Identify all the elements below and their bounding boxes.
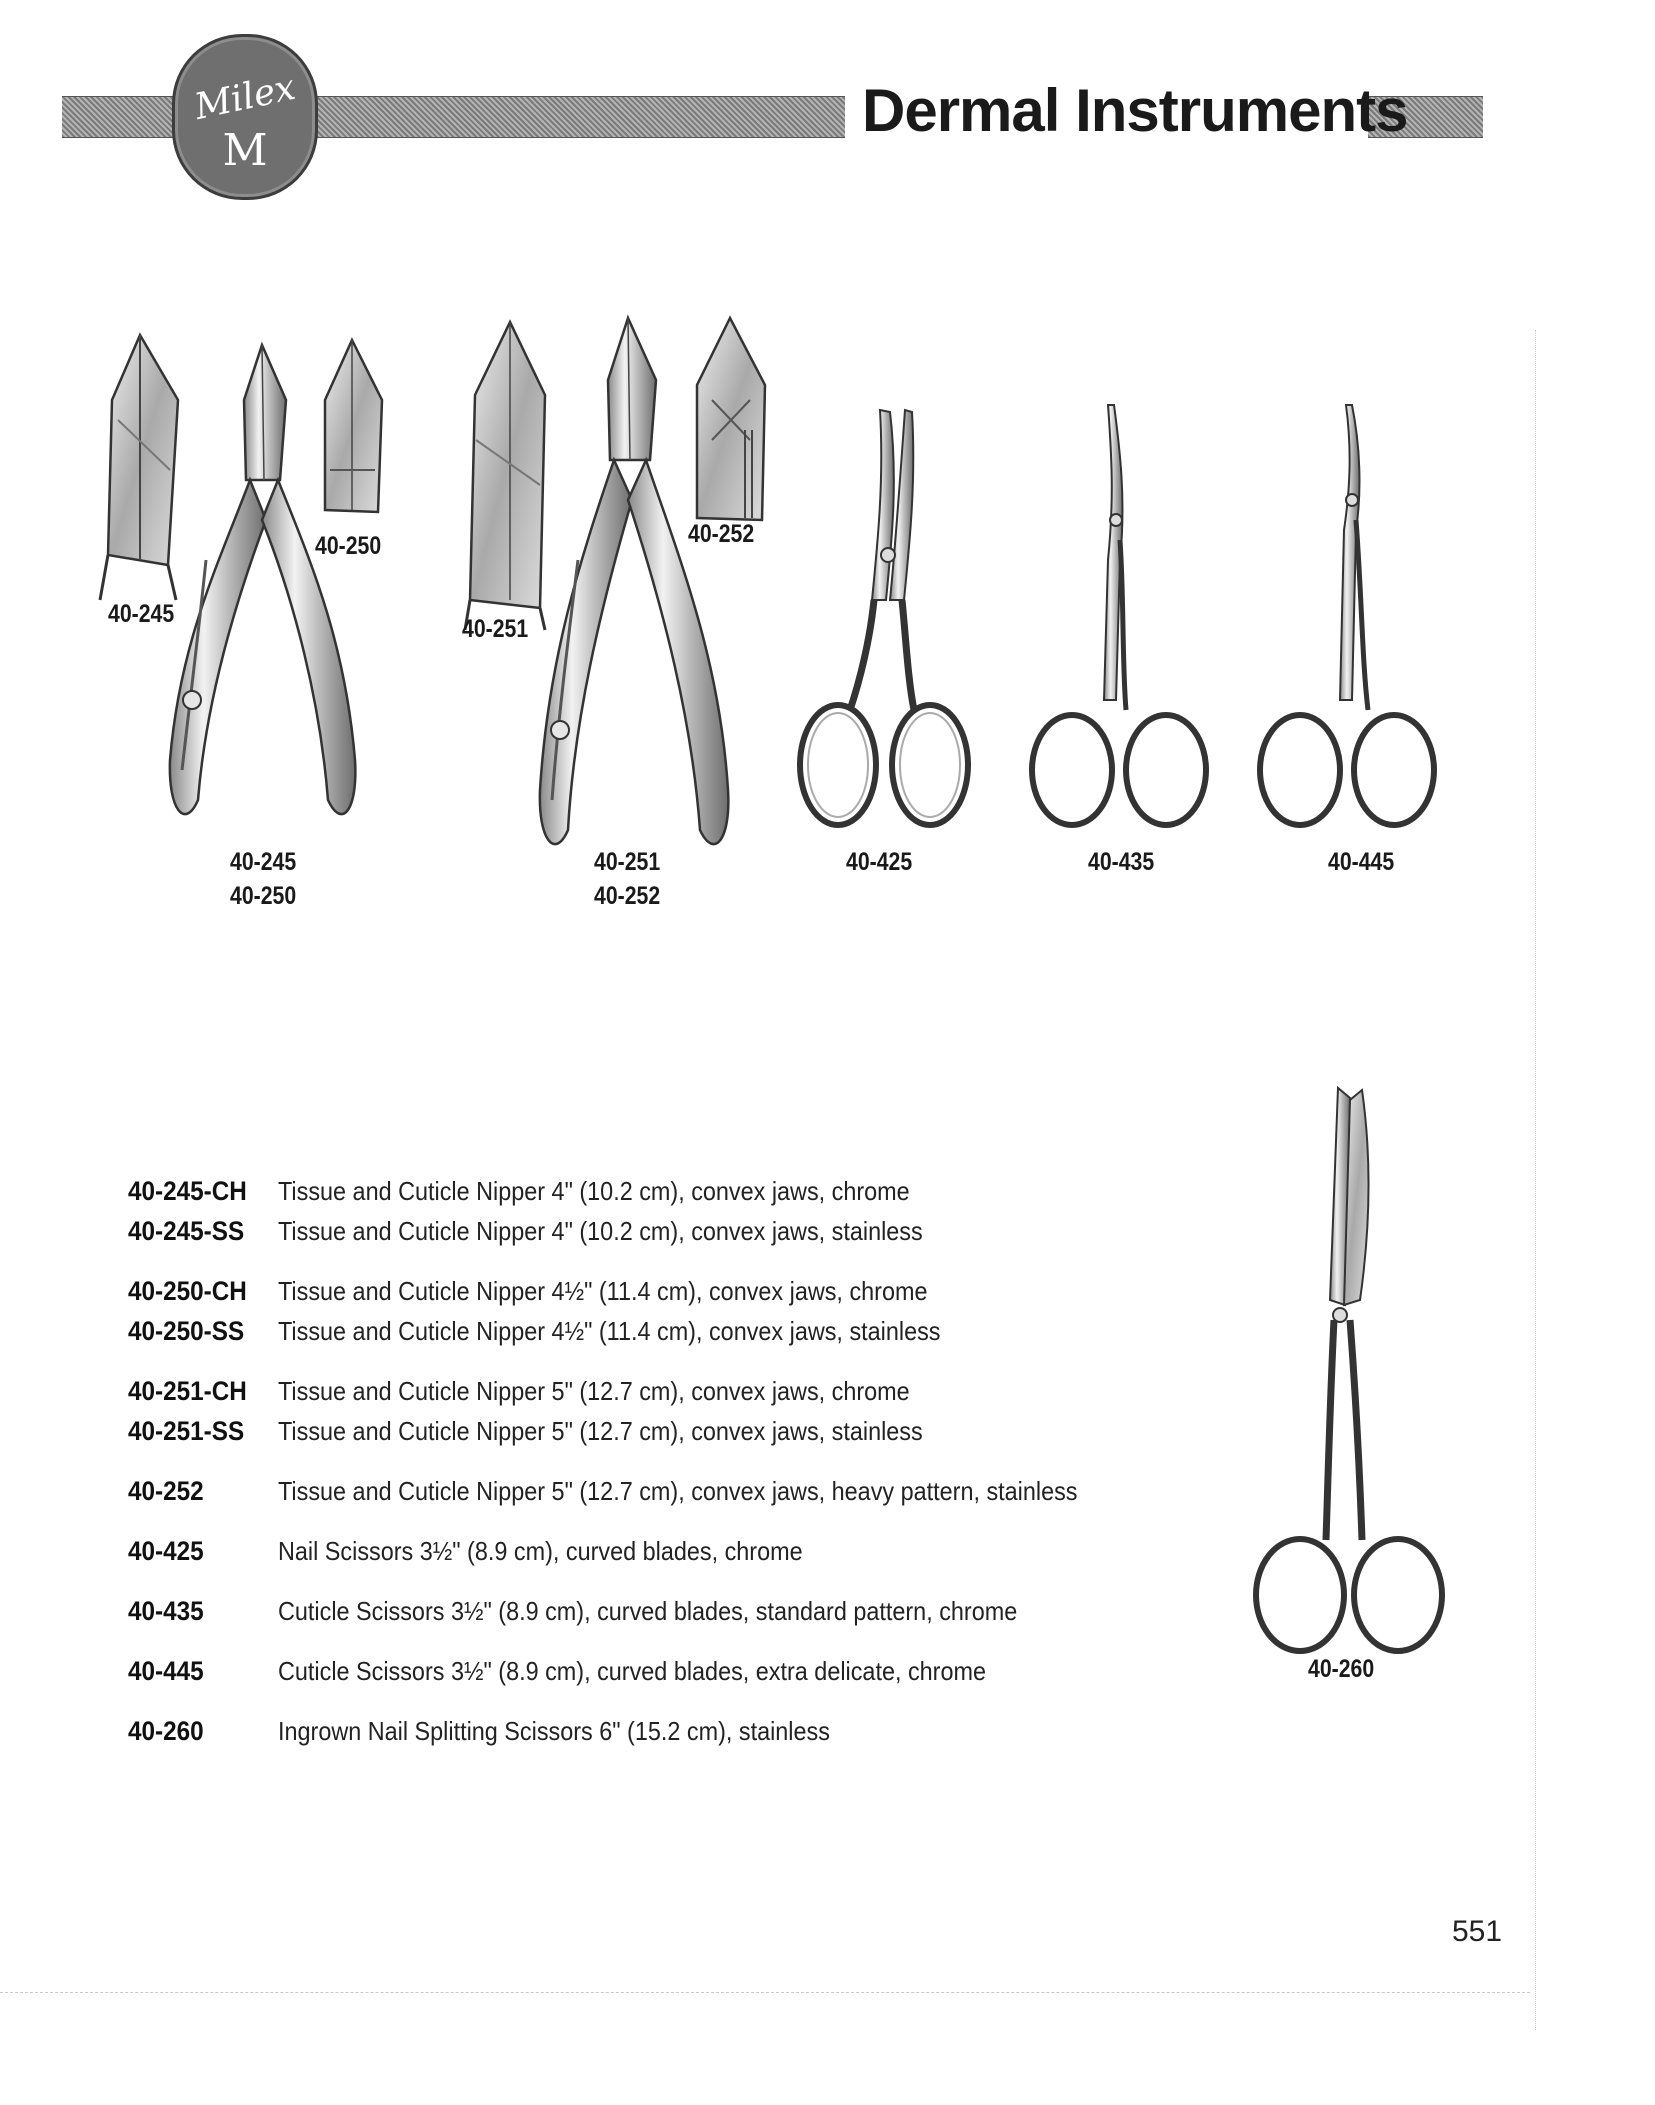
product-row [128, 1656, 1278, 1696]
product-row [128, 1376, 1278, 1416]
jaw-detail-40-245 [100, 335, 178, 600]
product-description: Tissue and Cuticle Nipper 5" (12.7 cm), convex jaws, stainless [278, 1416, 923, 1446]
product-description: Tissue and Cuticle Nipper 5" (12.7 cm), convex jaws, heavy pattern, stainless [278, 1476, 1078, 1506]
jaw-detail-40-250 [325, 340, 382, 512]
product-spec-list [128, 1176, 1278, 1756]
product-code: 40-251-SS [128, 1416, 245, 1446]
product-description: Tissue and Cuticle Nipper 5" (12.7 cm), convex jaws, chrome [278, 1376, 910, 1406]
scissors-40-435 [1032, 405, 1206, 825]
logo-script: Milex [191, 66, 299, 129]
product-code: 40-245-SS [128, 1216, 245, 1246]
product-code: 40-250-CH [128, 1276, 247, 1306]
figure-label-40-245: 40-245 [108, 600, 175, 628]
product-description: Tissue and Cuticle Nipper 4½" (11.4 cm), convex jaws, chrome [278, 1276, 928, 1306]
product-description: Nail Scissors 3½" (8.9 cm), curved blades, chrome [278, 1536, 803, 1566]
jaw-detail-40-251 [465, 322, 545, 630]
figure-caption-40-425: 40-425 [846, 848, 913, 876]
jaw-detail-40-252 [697, 318, 765, 520]
product-code: 40-250-SS [128, 1316, 245, 1346]
product-code: 40-435 [128, 1596, 204, 1626]
product-row [128, 1216, 1278, 1256]
right-divider [1535, 330, 1536, 2030]
product-row [128, 1176, 1278, 1216]
product-code: 40-445 [128, 1656, 204, 1686]
scissors-40-445 [1260, 405, 1434, 825]
product-description: Ingrown Nail Splitting Scissors 6" (15.2 cm), stainless [278, 1716, 830, 1746]
product-code: 40-251-CH [128, 1376, 247, 1406]
product-row [128, 1476, 1278, 1516]
product-description: Tissue and Cuticle Nipper 4" (10.2 cm), convex jaws, chrome [278, 1176, 910, 1206]
logo-monogram: M [222, 125, 268, 176]
product-code: 40-252 [128, 1476, 204, 1506]
figure-label-40-252: 40-252 [688, 520, 755, 548]
figure-label-40-250: 40-250 [315, 532, 382, 560]
product-code: 40-425 [128, 1536, 204, 1566]
product-description: Cuticle Scissors 3½" (8.9 cm), curved blades, extra delicate, chrome [278, 1656, 986, 1686]
product-row [128, 1416, 1278, 1456]
product-row [128, 1316, 1278, 1356]
figure-caption-40-435: 40-435 [1088, 848, 1155, 876]
scissors-40-425 [800, 410, 968, 825]
figure-caption-nipper-1-line-1: 40-245 [230, 848, 297, 876]
page-number: 551 [1452, 1915, 1503, 1948]
figure-caption-40-260: 40-260 [1308, 1655, 1375, 1683]
product-code: 40-245-CH [128, 1176, 247, 1206]
bottom-divider [0, 1992, 1530, 1993]
product-description: Cuticle Scissors 3½" (8.9 cm), curved blades, standard pattern, chrome [278, 1596, 1018, 1626]
product-description: Tissue and Cuticle Nipper 4½" (11.4 cm), convex jaws, stainless [278, 1316, 941, 1346]
product-row [128, 1276, 1278, 1316]
scissors-40-260 [1256, 1088, 1442, 1651]
product-code: 40-260 [128, 1716, 204, 1746]
product-row [128, 1536, 1278, 1576]
product-row [128, 1596, 1278, 1636]
product-description: Tissue and Cuticle Nipper 4" (10.2 cm), convex jaws, stainless [278, 1216, 923, 1246]
figure-caption-nipper-2-line-2: 40-252 [594, 882, 661, 910]
figure-caption-40-445: 40-445 [1328, 848, 1395, 876]
product-row [128, 1716, 1278, 1756]
figure-caption-nipper-2-line-1: 40-251 [594, 848, 661, 876]
figure-caption-nipper-1-line-2: 40-250 [230, 882, 297, 910]
figure-label-40-251: 40-251 [462, 615, 529, 643]
page-title: Dermal Instruments [862, 77, 1408, 144]
